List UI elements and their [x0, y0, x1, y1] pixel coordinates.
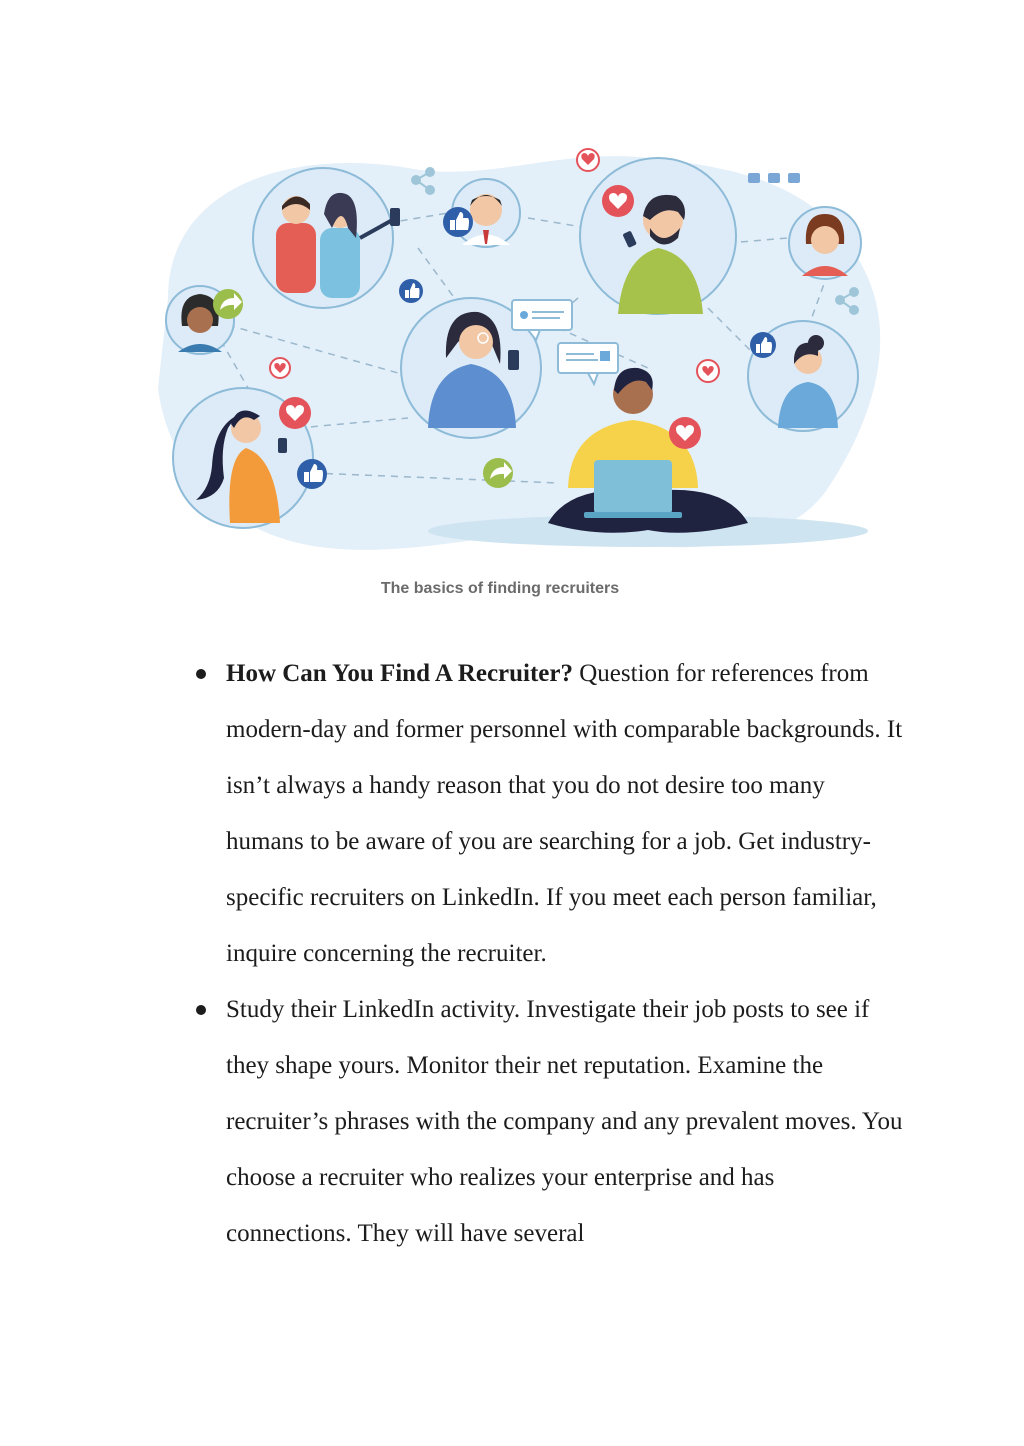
bullet-heading: How Can You Find A Recruiter?: [226, 660, 573, 687]
list-item: [0, 646, 906, 982]
bullet-text: Question for references from modern-day and former personnel with comparable backgrounds. It isn’t always a handy reason that you do not desire too many humans to be aware of you are searching for a job. Get industry-specific recruiters on LinkedIn. If you meet each person familiar, inquire concerning the recruiter.: [226, 660, 903, 967]
heart-icon: [602, 185, 634, 217]
bullet-text: Study their LinkedIn activity. Investigate their job posts to see if they shape yours. Monitor their net reputation. Examine the recruiter’s phrases with the company and any prevalent moves. You choose a recruiter who realizes your enterprise and has connections. They will have several: [226, 996, 903, 1247]
bullet-list: [0, 646, 1024, 1262]
woman-portrait-circle: [789, 207, 861, 279]
heart-icon: [669, 417, 701, 449]
heart-icon: [577, 149, 599, 171]
dots-icon: [748, 173, 800, 183]
thumbs-up-icon: [297, 459, 327, 489]
bullet-marker: [196, 1005, 206, 1015]
thumbs-up-icon: [750, 332, 776, 358]
heart-icon: [697, 360, 719, 382]
share-icon: [213, 289, 243, 319]
heart-icon: [270, 358, 290, 378]
list-item: [0, 982, 906, 1262]
heart-icon: [279, 397, 311, 429]
share-icon: [483, 458, 513, 488]
bearded-man-phone-circle: [580, 158, 736, 314]
thumbs-up-icon: [443, 207, 473, 237]
figure-caption: The basics of finding recruiters: [380, 580, 620, 597]
networking-illustration: [128, 128, 900, 570]
thumbs-up-icon: [399, 279, 423, 303]
bullet-marker: [196, 669, 206, 679]
